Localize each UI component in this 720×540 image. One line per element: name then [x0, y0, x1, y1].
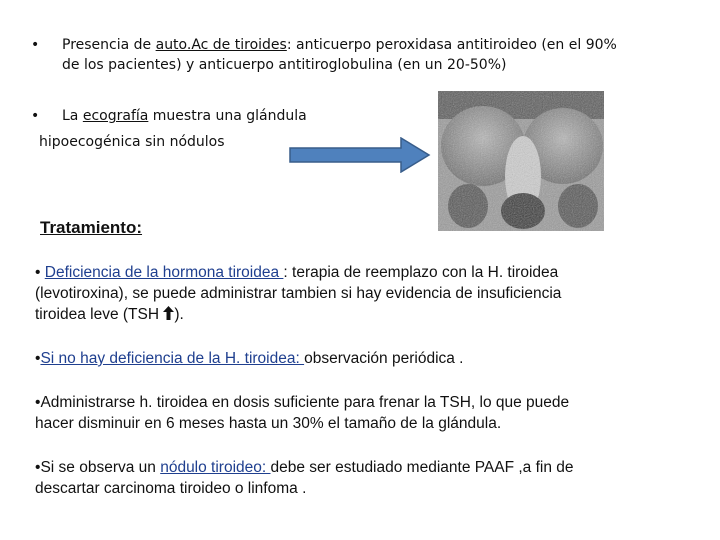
- t1-line2: (levotiroxina), se puede administrar tambien si hay evidencia de insuficiencia: [35, 285, 562, 302]
- bullet-item-no-deficiencia: [35, 348, 464, 369]
- link-deficiencia-hormona[interactable]: Deficiencia de la hormona tiroidea: [44, 264, 284, 281]
- bullet: •: [31, 108, 40, 124]
- link-nodulo-tiroideo[interactable]: nódulo tiroideo:: [160, 459, 271, 476]
- arrow-up-icon: [163, 306, 174, 320]
- t3-line1: Administrarse h. tiroidea en dosis suficiente para frenar la TSH, lo que puede: [40, 394, 570, 411]
- t2-rest: observación periódica .: [304, 350, 464, 367]
- t1-rest: : terapia de reemplazo con la H. tiroidea: [283, 264, 559, 281]
- t3-line2: hacer disminuir en 6 meses hasta un 30% el tamaño de la glándula.: [35, 415, 502, 432]
- link-no-deficiencia[interactable]: Si no hay deficiencia de la H. tiroidea:: [40, 350, 305, 367]
- bullet: •: [35, 394, 41, 411]
- bullet-item-nodulo: [35, 457, 695, 499]
- section-heading: Tratamiento:: [40, 218, 143, 237]
- item2-pre: La: [62, 108, 83, 124]
- bullet: •: [35, 459, 41, 476]
- bullet-item-autoantibodies: [62, 35, 682, 75]
- link-ecografia[interactable]: ecografía: [82, 108, 149, 124]
- bullet-item-deficiencia: [35, 262, 685, 325]
- item1-rest: : anticuerpo peroxidasa antitiroideo (en el 90%: [286, 37, 617, 53]
- ultrasound-image: [438, 91, 604, 231]
- arrow-right-icon: [289, 137, 431, 173]
- bullet-item-administrarse: [35, 392, 695, 434]
- bullet: •: [35, 350, 41, 367]
- t4-rest: debe ser estudiado mediante PAAF ,a fin de: [270, 459, 574, 476]
- item1-pre: Presencia de: [62, 37, 156, 53]
- t4-line2: descartar carcinoma tiroideo o linfoma .: [35, 480, 307, 497]
- bullet: •: [31, 37, 40, 53]
- bullet: •: [35, 264, 41, 281]
- t4-pre: Si se observa un: [40, 459, 161, 476]
- item1-line2: de los pacientes) y anticuerpo antitiroglobulina (en un 20-50%): [62, 57, 507, 73]
- t1-line3-post: ).: [174, 306, 184, 323]
- item2-rest: muestra una glándula: [148, 108, 307, 124]
- bullet-item-ecografia: [62, 106, 307, 126]
- t1-line3-pre: tiroidea leve (TSH: [35, 306, 164, 323]
- item2-line2: hipoecogénica sin nódulos: [39, 134, 225, 150]
- link-auto-ac-tiroides[interactable]: auto.Ac de tiroides: [155, 37, 287, 53]
